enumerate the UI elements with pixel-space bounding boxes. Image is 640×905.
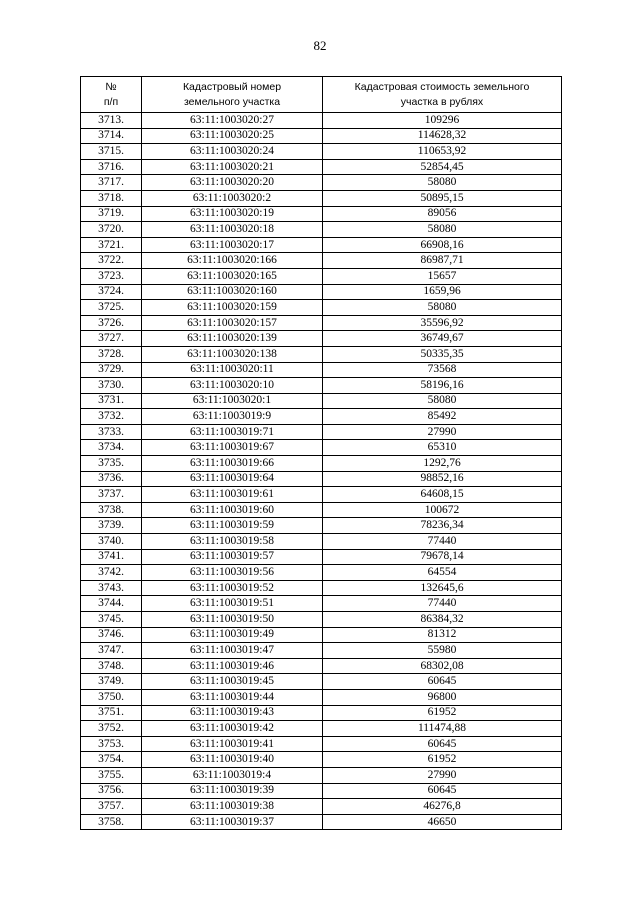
cadastral-value: 55980 — [323, 643, 562, 659]
cadastral-number: 63:11:1003020:159 — [142, 300, 323, 316]
table-row — [81, 128, 562, 144]
cadastral-number: 63:11:1003020:2 — [142, 190, 323, 206]
cadastral-value: 35596,92 — [323, 315, 562, 331]
cadastral-value: 58080 — [323, 393, 562, 409]
cadastral-number: 63:11:1003019:44 — [142, 689, 323, 705]
table-row — [81, 752, 562, 768]
row-number: 3750. — [81, 689, 142, 705]
header-cadastral-number — [142, 77, 323, 113]
row-number: 3733. — [81, 424, 142, 440]
row-number: 3748. — [81, 658, 142, 674]
cadastral-number: 63:11:1003019:51 — [142, 596, 323, 612]
cadastral-number: 63:11:1003019:60 — [142, 502, 323, 518]
cadastral-value: 61952 — [323, 752, 562, 768]
table-row — [81, 346, 562, 362]
row-number: 3741. — [81, 549, 142, 565]
header-number-line2: п/п — [103, 95, 119, 108]
cadastral-number: 63:11:1003020:20 — [142, 175, 323, 191]
cadastral-value: 60645 — [323, 674, 562, 690]
row-number: 3725. — [81, 300, 142, 316]
cadastral-value: 109296 — [323, 113, 562, 129]
row-number: 3735. — [81, 456, 142, 472]
table-row — [81, 518, 562, 534]
row-number: 3721. — [81, 237, 142, 253]
cadastral-number: 63:11:1003020:17 — [142, 237, 323, 253]
table-row — [81, 705, 562, 721]
table-row — [81, 627, 562, 643]
table-row — [81, 565, 562, 581]
table-row — [81, 409, 562, 425]
table-row — [81, 456, 562, 472]
row-number: 3756. — [81, 783, 142, 799]
cadastral-value: 77440 — [323, 596, 562, 612]
row-number: 3743. — [81, 580, 142, 596]
row-number: 3758. — [81, 814, 142, 830]
row-number: 3740. — [81, 534, 142, 550]
row-number: 3715. — [81, 144, 142, 160]
table-row — [81, 144, 562, 160]
table-row — [81, 658, 562, 674]
table-row — [81, 237, 562, 253]
cadastral-value: 65310 — [323, 440, 562, 456]
cadastral-value: 58080 — [323, 222, 562, 238]
cadastral-value: 100672 — [323, 502, 562, 518]
cadastral-number: 63:11:1003019:47 — [142, 643, 323, 659]
cadastral-value: 79678,14 — [323, 549, 562, 565]
cadastral-value: 50895,15 — [323, 190, 562, 206]
table-row — [81, 502, 562, 518]
cadastral-number: 63:11:1003019:39 — [142, 783, 323, 799]
table-row — [81, 378, 562, 394]
row-number: 3737. — [81, 487, 142, 503]
cadastral-number: 63:11:1003019:59 — [142, 518, 323, 534]
cadastral-number: 63:11:1003020:25 — [142, 128, 323, 144]
table-row — [81, 253, 562, 269]
cadastral-number: 63:11:1003020:139 — [142, 331, 323, 347]
cadastral-value: 58080 — [323, 300, 562, 316]
cadastral-value: 64608,15 — [323, 487, 562, 503]
cadastral-value: 114628,32 — [323, 128, 562, 144]
header-number — [81, 77, 142, 113]
cadastral-value: 58196,16 — [323, 378, 562, 394]
cadastral-number: 63:11:1003019:67 — [142, 440, 323, 456]
row-number: 3724. — [81, 284, 142, 300]
cadastral-number: 63:11:1003019:46 — [142, 658, 323, 674]
row-number: 3755. — [81, 767, 142, 783]
cadastral-value: 98852,16 — [323, 471, 562, 487]
table-row — [81, 549, 562, 565]
cadastral-number: 63:11:1003019:58 — [142, 534, 323, 550]
table-row — [81, 300, 562, 316]
table-row — [81, 721, 562, 737]
table-row — [81, 159, 562, 175]
cadastral-number: 63:11:1003019:37 — [142, 814, 323, 830]
cadastral-value: 64554 — [323, 565, 562, 581]
cadastral-value: 86384,32 — [323, 612, 562, 628]
header-value-line2: участка в рублях — [400, 95, 484, 108]
table-row — [81, 612, 562, 628]
table-body — [81, 113, 562, 830]
cadastral-value: 52854,45 — [323, 159, 562, 175]
cadastral-number: 63:11:1003019:52 — [142, 580, 323, 596]
header-cadastral-line2: земельного участка — [183, 95, 281, 108]
row-number: 3738. — [81, 502, 142, 518]
table-row — [81, 783, 562, 799]
cadastral-value: 27990 — [323, 424, 562, 440]
row-number: 3719. — [81, 206, 142, 222]
cadastral-number: 63:11:1003020:24 — [142, 144, 323, 160]
table-row — [81, 284, 562, 300]
cadastral-value: 1659,96 — [323, 284, 562, 300]
row-number: 3746. — [81, 627, 142, 643]
row-number: 3731. — [81, 393, 142, 409]
cadastral-number: 63:11:1003020:157 — [142, 315, 323, 331]
cadastral-value: 132645,6 — [323, 580, 562, 596]
header-number-line1: № — [105, 80, 117, 93]
cadastral-number: 63:11:1003020:19 — [142, 206, 323, 222]
cadastral-value: 110653,92 — [323, 144, 562, 160]
table-row — [81, 113, 562, 129]
table-row — [81, 393, 562, 409]
row-number: 3739. — [81, 518, 142, 534]
cadastral-number: 63:11:1003020:138 — [142, 346, 323, 362]
cadastral-number: 63:11:1003020:166 — [142, 253, 323, 269]
cadastral-table — [80, 76, 562, 830]
table-row — [81, 268, 562, 284]
cadastral-number: 63:11:1003019:43 — [142, 705, 323, 721]
table-row — [81, 487, 562, 503]
cadastral-number: 63:11:1003020:165 — [142, 268, 323, 284]
cadastral-value: 89056 — [323, 206, 562, 222]
cadastral-value: 77440 — [323, 534, 562, 550]
cadastral-number: 63:11:1003020:21 — [142, 159, 323, 175]
cadastral-number: 63:11:1003020:10 — [142, 378, 323, 394]
cadastral-value: 46650 — [323, 814, 562, 830]
cadastral-value: 78236,34 — [323, 518, 562, 534]
row-number: 3752. — [81, 721, 142, 737]
table-row — [81, 674, 562, 690]
header-row — [81, 77, 562, 113]
row-number: 3729. — [81, 362, 142, 378]
cadastral-value: 86987,71 — [323, 253, 562, 269]
cadastral-number: 63:11:1003019:40 — [142, 752, 323, 768]
row-number: 3736. — [81, 471, 142, 487]
cadastral-number: 63:11:1003019:66 — [142, 456, 323, 472]
row-number: 3726. — [81, 315, 142, 331]
cadastral-value: 15657 — [323, 268, 562, 284]
row-number: 3728. — [81, 346, 142, 362]
table-row — [81, 814, 562, 830]
cadastral-value: 36749,67 — [323, 331, 562, 347]
cadastral-number: 63:11:1003020:1 — [142, 393, 323, 409]
table-row — [81, 580, 562, 596]
cadastral-value: 1292,76 — [323, 456, 562, 472]
row-number: 3742. — [81, 565, 142, 581]
table-row — [81, 222, 562, 238]
row-number: 3717. — [81, 175, 142, 191]
cadastral-value: 66908,16 — [323, 237, 562, 253]
cadastral-number: 63:11:1003019:45 — [142, 674, 323, 690]
cadastral-number: 63:11:1003019:56 — [142, 565, 323, 581]
row-number: 3734. — [81, 440, 142, 456]
table-row — [81, 331, 562, 347]
cadastral-number: 63:11:1003019:38 — [142, 799, 323, 815]
cadastral-value: 96800 — [323, 689, 562, 705]
cadastral-number: 63:11:1003020:160 — [142, 284, 323, 300]
cadastral-number: 63:11:1003019:4 — [142, 767, 323, 783]
header-value-line1: Кадастровая стоимость земельного — [354, 80, 530, 93]
row-number: 3754. — [81, 752, 142, 768]
table-row — [81, 471, 562, 487]
table-row — [81, 362, 562, 378]
table-row — [81, 440, 562, 456]
row-number: 3723. — [81, 268, 142, 284]
cadastral-value: 60645 — [323, 736, 562, 752]
cadastral-number: 63:11:1003019:9 — [142, 409, 323, 425]
row-number: 3751. — [81, 705, 142, 721]
row-number: 3718. — [81, 190, 142, 206]
cadastral-number: 63:11:1003020:27 — [142, 113, 323, 129]
cadastral-value: 73568 — [323, 362, 562, 378]
cadastral-number: 63:11:1003019:49 — [142, 627, 323, 643]
row-number: 3713. — [81, 113, 142, 129]
table-row — [81, 534, 562, 550]
table-row — [81, 767, 562, 783]
cadastral-number: 63:11:1003019:64 — [142, 471, 323, 487]
cadastral-number: 63:11:1003019:42 — [142, 721, 323, 737]
cadastral-number: 63:11:1003019:71 — [142, 424, 323, 440]
row-number: 3730. — [81, 378, 142, 394]
table-row — [81, 175, 562, 191]
row-number: 3716. — [81, 159, 142, 175]
row-number: 3757. — [81, 799, 142, 815]
row-number: 3727. — [81, 331, 142, 347]
cadastral-value: 46276,8 — [323, 799, 562, 815]
row-number: 3745. — [81, 612, 142, 628]
cadastral-value: 68302,08 — [323, 658, 562, 674]
cadastral-value: 81312 — [323, 627, 562, 643]
cadastral-number: 63:11:1003019:57 — [142, 549, 323, 565]
table-row — [81, 736, 562, 752]
cadastral-number: 63:11:1003020:18 — [142, 222, 323, 238]
cadastral-value: 111474,88 — [323, 721, 562, 737]
cadastral-value: 61952 — [323, 705, 562, 721]
row-number: 3722. — [81, 253, 142, 269]
table-row — [81, 424, 562, 440]
page-number: 82 — [313, 38, 327, 53]
cadastral-number: 63:11:1003019:41 — [142, 736, 323, 752]
table-row — [81, 643, 562, 659]
cadastral-value: 27990 — [323, 767, 562, 783]
cadastral-value: 58080 — [323, 175, 562, 191]
cadastral-value: 60645 — [323, 783, 562, 799]
row-number: 3744. — [81, 596, 142, 612]
cadastral-value: 85492 — [323, 409, 562, 425]
table-row — [81, 689, 562, 705]
row-number: 3732. — [81, 409, 142, 425]
row-number: 3720. — [81, 222, 142, 238]
row-number: 3749. — [81, 674, 142, 690]
cadastral-number: 63:11:1003019:61 — [142, 487, 323, 503]
row-number: 3714. — [81, 128, 142, 144]
cadastral-value: 50335,35 — [323, 346, 562, 362]
cadastral-number: 63:11:1003020:11 — [142, 362, 323, 378]
table-row — [81, 799, 562, 815]
table-row — [81, 315, 562, 331]
row-number: 3753. — [81, 736, 142, 752]
cadastral-number: 63:11:1003019:50 — [142, 612, 323, 628]
header-cadastral-line1: Кадастровый номер — [182, 80, 282, 93]
row-number: 3747. — [81, 643, 142, 659]
table-row — [81, 190, 562, 206]
table-row — [81, 596, 562, 612]
table-header — [81, 77, 562, 113]
header-cadastral-value — [323, 77, 562, 113]
table-row — [81, 206, 562, 222]
